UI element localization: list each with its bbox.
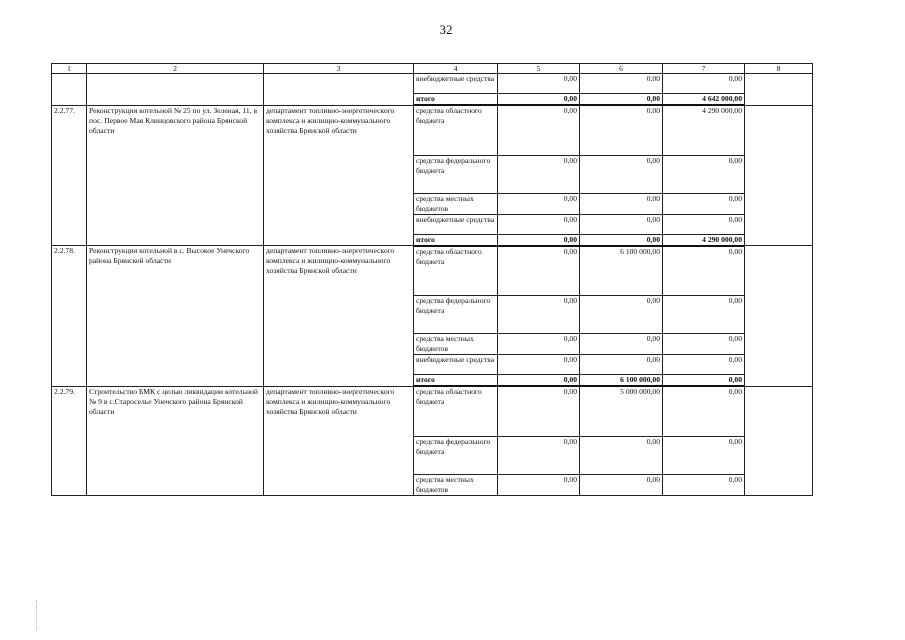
- value-col5: 0,00: [498, 94, 580, 106]
- column8-cell: [745, 246, 813, 387]
- value-col6: 0,00: [580, 155, 663, 193]
- value-col5: 0,00: [498, 193, 580, 214]
- value-col5: 0,00: [498, 474, 580, 495]
- value-col6: 0,00: [580, 334, 663, 355]
- item-number: 2.2.79.: [52, 386, 87, 495]
- funding-source: итого: [414, 375, 498, 387]
- value-col7: 0,00: [663, 436, 745, 474]
- item-name: Строительство БМК с целью ликвидации котельной № 9 в с.Староселье Унечского района Брянской области: [87, 386, 264, 495]
- value-col6: 0,00: [580, 193, 663, 214]
- value-col5: 0,00: [498, 234, 580, 246]
- funding-source: средства федерального бюджета: [414, 155, 498, 193]
- value-col6: 0,00: [580, 94, 663, 106]
- item-number: 2.2.78.: [52, 246, 87, 387]
- value-col6: 0,00: [580, 234, 663, 246]
- column-number: 8: [745, 64, 813, 74]
- table-row: [52, 386, 813, 436]
- funding-source: средства областного бюджета: [414, 105, 498, 155]
- value-col7: 0,00: [663, 214, 745, 234]
- funding-source: средства федерального бюджета: [414, 436, 498, 474]
- value-col5: 0,00: [498, 214, 580, 234]
- funding-source: итого: [414, 234, 498, 246]
- scan-margin-mark: [36, 600, 39, 630]
- value-col7: 0,00: [663, 375, 745, 387]
- value-col7: 0,00: [663, 334, 745, 355]
- column-number: 4: [414, 64, 498, 74]
- column-number-row: [52, 64, 813, 74]
- column8-cell: [745, 74, 813, 106]
- value-col6: 6 100 000,00: [580, 246, 663, 296]
- executor-cell: [264, 74, 414, 106]
- item-number: 2.2.77.: [52, 105, 87, 246]
- funding-source: внебюджетные средства: [414, 355, 498, 375]
- value-col7: 0,00: [663, 296, 745, 334]
- item-name-cell: [87, 74, 264, 106]
- value-col5: 0,00: [498, 375, 580, 387]
- value-col5: 0,00: [498, 386, 580, 436]
- funding-source: внебюджетные средства: [414, 74, 498, 94]
- value-col6: 0,00: [580, 474, 663, 495]
- funding-source: средства федерального бюджета: [414, 296, 498, 334]
- page-number: 32: [439, 22, 453, 37]
- item-name: Реконструкция котельной № 25 по ул. Зеленая, 11, в пос. Первое Мая Клинцовского района Брянской области: [87, 105, 264, 246]
- value-col5: 0,00: [498, 355, 580, 375]
- value-col7: 0,00: [663, 193, 745, 214]
- value-col7: 4 290 000,00: [663, 105, 745, 155]
- value-col6: 0,00: [580, 105, 663, 155]
- value-col7: 0,00: [663, 355, 745, 375]
- column-number: 6: [580, 64, 663, 74]
- item-name: Реконструкция котельной в с. Высокое Унечского района Брянской области: [87, 246, 264, 387]
- value-col6: 0,00: [580, 214, 663, 234]
- funding-source: средства местных бюджетов: [414, 474, 498, 495]
- value-col5: 0,00: [498, 74, 580, 94]
- value-col6: 0,00: [580, 355, 663, 375]
- funding-source: внебюджетные средства: [414, 214, 498, 234]
- value-col6: 6 100 000,00: [580, 375, 663, 387]
- budget-table: [51, 63, 813, 496]
- funding-source: средства областного бюджета: [414, 386, 498, 436]
- value-col7: 0,00: [663, 246, 745, 296]
- funding-source: средства местных бюджетов: [414, 334, 498, 355]
- value-col5: 0,00: [498, 334, 580, 355]
- column-number: 2: [87, 64, 264, 74]
- value-col5: 0,00: [498, 436, 580, 474]
- funding-source: средства областного бюджета: [414, 246, 498, 296]
- column-number: 5: [498, 64, 580, 74]
- value-col6: 5 000 000,00: [580, 386, 663, 436]
- value-col5: 0,00: [498, 155, 580, 193]
- item-number-cell: [52, 74, 87, 106]
- value-col6: 0,00: [580, 74, 663, 94]
- value-col5: 0,00: [498, 105, 580, 155]
- table-row: [52, 246, 813, 296]
- value-col7: 0,00: [663, 474, 745, 495]
- executor: департамент топливно-энергетического комплекса и жилищно-коммунального хозяйства Брянской области: [264, 386, 414, 495]
- value-col5: 0,00: [498, 296, 580, 334]
- value-col7: 4 642 000,00: [663, 94, 745, 106]
- column-number: 1: [52, 64, 87, 74]
- table-row: [52, 105, 813, 155]
- table-row: [52, 74, 813, 94]
- value-col7: 0,00: [663, 155, 745, 193]
- funding-source: средства местных бюджетов: [414, 193, 498, 214]
- column8-cell: [745, 105, 813, 246]
- column-number: 7: [663, 64, 745, 74]
- funding-source: итого: [414, 94, 498, 106]
- value-col7: 0,00: [663, 74, 745, 94]
- executor: департамент топливно-энергетического комплекса и жилищно-коммунального хозяйства Брянской области: [264, 246, 414, 387]
- column-number: 3: [264, 64, 414, 74]
- value-col5: 0,00: [498, 246, 580, 296]
- value-col6: 0,00: [580, 296, 663, 334]
- value-col7: 4 290 000,00: [663, 234, 745, 246]
- column8-cell: [745, 386, 813, 495]
- executor: департамент топливно-энергетического комплекса и жилищно-коммунального хозяйства Брянской области: [264, 105, 414, 246]
- value-col7: 0,00: [663, 386, 745, 436]
- value-col6: 0,00: [580, 436, 663, 474]
